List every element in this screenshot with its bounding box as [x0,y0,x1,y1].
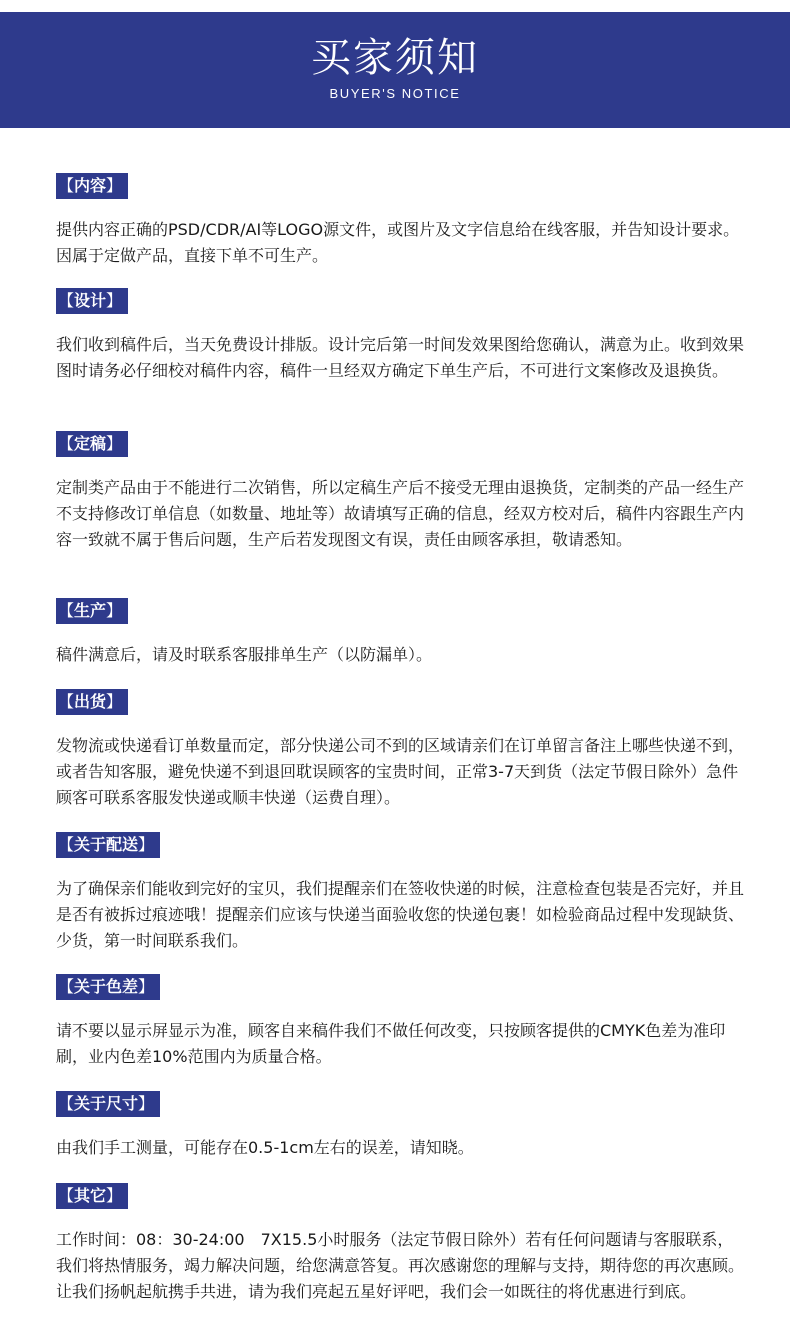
section-label: 设计 [74,291,107,310]
section-delivery [56,832,746,954]
section-text: 定制类产品由于不能进行二次销售，所以定稿生产后不接受无理由退换货，定制类的产品一经生产不支持修改订单信息（如数量、地址等）故请填写正确的信息，经双方校对后，稿件内容跟生产内容一致就不属于售后问题，生产后若发现图文有误，责任由顾客承担，敬请悉知。 [56,478,745,549]
section-label: 内容 [74,176,107,195]
section-tag-production: 【生产】 [56,598,128,624]
notice-header [0,12,790,128]
section-label: 出货 [74,692,107,711]
section-text: 请不要以显示屏显示为准，顾客自来稿件我们不做任何改变，只按顾客提供的CMYK色差为准印刷，业内色差10%范围内为质量合格。 [56,1021,726,1066]
section-content [56,173,746,269]
section-label: 定稿 [74,434,107,453]
section-tag-delivery: 【关于配送】 [56,832,160,858]
section-tag-content: 【内容】 [56,173,128,199]
section-label: 关于配送 [74,835,139,854]
section-production [56,598,746,668]
section-label: 关于色差 [74,977,139,996]
section-label: 其它 [74,1186,107,1205]
section-text: 稿件满意后，请及时联系客服排单生产（以防漏单）。 [56,645,433,664]
section-text: 发物流或快递看订单数量而定，部分快递公司不到的区域请亲们在订单留言备注上哪些快递不到，或者告知客服，避免快递不到退回耽误顾客的宝贵时间，正常3-7天到货（法定节假日除外）急件顾客可联系客服发快递或顺丰快递（运费自理）。 [56,736,745,807]
section-other [56,1183,746,1305]
section-color-difference [56,974,746,1070]
section-finalize [56,431,746,553]
section-text: 为了确保亲们能收到完好的宝贝，我们提醒亲们在签收快递的时候，注意检查包装是否完好，并且是否有被拆过痕迹哦！提醒亲们应该与快递当面验收您的快递包裹！如检验商品过程中发现缺货、少货，第一时间联系我们。 [56,879,745,950]
section-text: 提供内容正确的PSD/CDR/AI等LOGO源文件，或图片及文字信息给在线客服，并告知设计要求。因属于定做产品，直接下单不可生产。 [56,220,740,265]
section-shipping [56,689,746,811]
section-text: 由我们手工测量，可能存在0.5-1cm左右的误差，请知晓。 [56,1138,474,1157]
section-label: 关于尺寸 [74,1094,139,1113]
section-tag-other: 【其它】 [56,1183,128,1209]
section-text: 我们收到稿件后，当天免费设计排版。设计完后第一时间发效果图给您确认，满意为止。收到效果图时请务必仔细校对稿件内容，稿件一旦经双方确定下单生产后，不可进行文案修改及退换货。 [56,335,745,380]
section-design [56,288,746,384]
page-title: 买家须知 [311,35,479,81]
section-label: 生产 [74,601,107,620]
page-subtitle: BUYER'S NOTICE [329,86,461,101]
section-tag-design: 【设计】 [56,288,128,314]
section-size [56,1091,746,1161]
section-tag-finalize: 【定稿】 [56,431,128,457]
section-text: 工作时间：08：30-24:00 7X15.5小时服务（法定节假日除外）若有任何问题请与客服联系，我们将热情服务，竭力解决问题，给您满意答复。再次感谢您的理解与支持，期待您的再次惠顾。让我们扬帆起航携手共进，请为我们亮起五星好评吧，我们会一如既往的将优惠进行到底。 [56,1230,745,1301]
section-tag-shipping: 【出货】 [56,689,128,715]
section-tag-size: 【关于尺寸】 [56,1091,160,1117]
section-tag-color-difference: 【关于色差】 [56,974,160,1000]
